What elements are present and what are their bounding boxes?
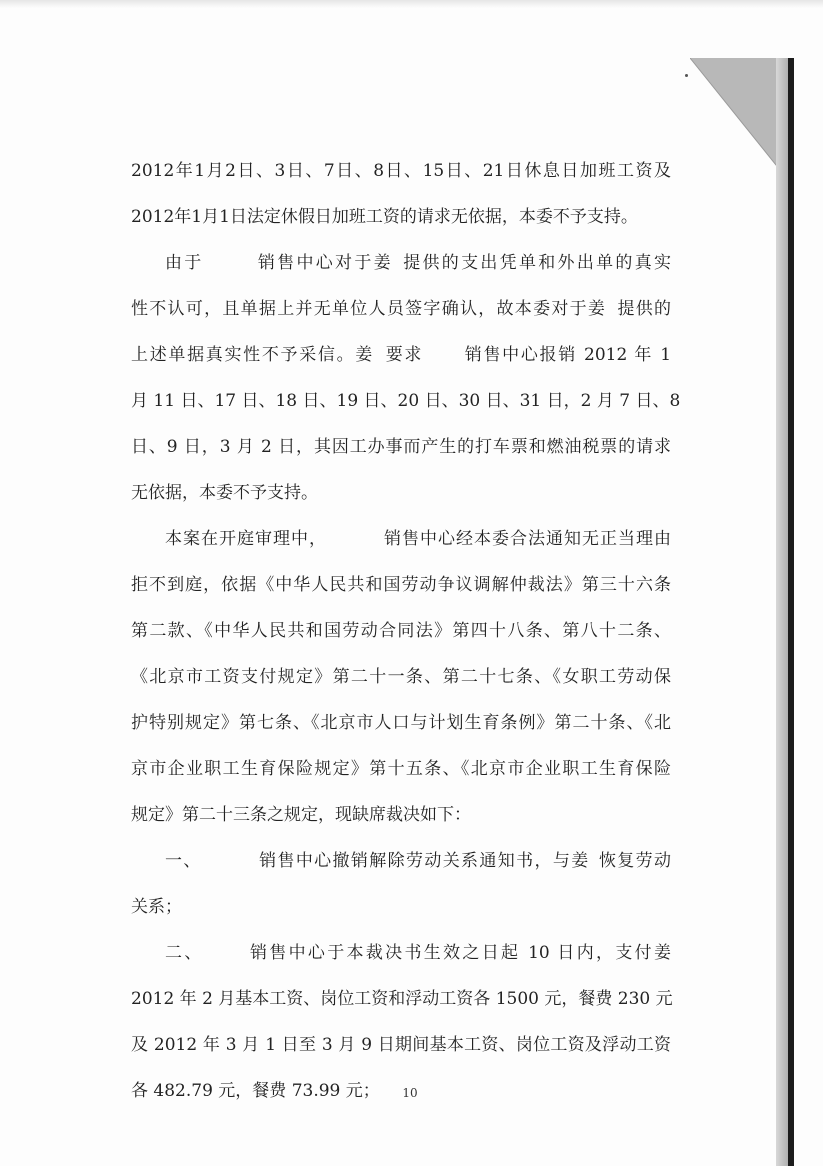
page-number: 10 [402, 1086, 418, 1100]
text-line: 拒不到庭，依据《中华人民共和国劳动争议调解仲裁法》第三十六条 [131, 575, 671, 595]
text-segment: 本案在开庭审理中， [165, 529, 327, 549]
text-line: 2012 年 2 月基本工资、岗位工资和浮动工资各 1500 元，餐费 230 元 [131, 989, 673, 1009]
text-line [165, 849, 671, 873]
text-segment: 由于 [165, 253, 204, 273]
text-segment: 恢复劳动 [597, 851, 672, 871]
text-line [131, 297, 671, 321]
text-segment: 销售中心于本裁决书生效之日起 10 日内，支付姜 [247, 943, 671, 963]
text-line: 各 482.79 元，餐费 73.99 元； [131, 1081, 380, 1101]
text-line [165, 941, 671, 965]
text-line: 护特别规定》第七条、《北京市人口与计划生育条例》第二十条、《北 [131, 713, 671, 733]
text-line: 2012年1月2日、3日、7日、8日、15日、21日休息日加班工资及 [131, 161, 671, 181]
text-line [131, 343, 671, 367]
text-segment: 销售中心经本委合法通知无正当理由 [383, 529, 671, 549]
text-segment: 一、 [165, 851, 202, 871]
text-line: 2012年1月1日法定休假日加班工资的请求无依据，本委不予支持。 [131, 207, 638, 227]
scan-speck [685, 74, 688, 77]
text-segment: 销售中心撤销解除劳动关系通知书，与姜 [257, 851, 590, 871]
text-line: 日、9 日，3 月 2 日，其因工办事而产生的打车票和燃油税票的请求 [131, 437, 671, 457]
text-line: 第二款、《中华人民共和国劳动合同法》第四十八条、第八十二条、 [131, 621, 671, 641]
folded-corner [690, 58, 780, 170]
text-segment: 销售中心报销 2012 年 1 [463, 345, 672, 365]
text-line: 及 2012 年 3 月 1 日至 3 月 9 日期间基本工资、岗位工资及浮动工资 [131, 1035, 671, 1055]
text-segment: 提供的支出凭单和外出单的真实 [400, 253, 672, 273]
text-segment: 销售中心对于姜 [255, 253, 393, 273]
text-line [165, 527, 671, 551]
text-segment: 要求 [384, 345, 424, 365]
text-line: 月 11 日、17 日、18 日、19 日、20 日、30 日、31 日，2 月 7 日、8 [131, 391, 681, 411]
scan-right-edge [788, 58, 794, 1166]
text-line: 京市企业职工生育保险规定》第十五条、《北京市企业职工生育保险 [131, 759, 671, 779]
text-segment: 上述单据真实性不予采信。姜 [131, 345, 375, 365]
text-line: 规定》第二十三条之规定，现缺席裁决如下： [131, 805, 471, 825]
text-line: 关系； [131, 897, 182, 917]
text-line: 《北京市工资支付规定》第二十一条、第二十七条、《女职工劳动保 [131, 667, 671, 687]
text-line: 无依据，本委不予支持。 [131, 483, 318, 503]
scan-top-edge [0, 0, 823, 8]
text-line [165, 251, 671, 275]
text-segment: 提供的 [616, 299, 671, 319]
text-segment: 二、 [165, 943, 204, 963]
text-segment: 性不认可，且单据上并无单位人员签字确认，故本委对于姜 [131, 299, 607, 319]
